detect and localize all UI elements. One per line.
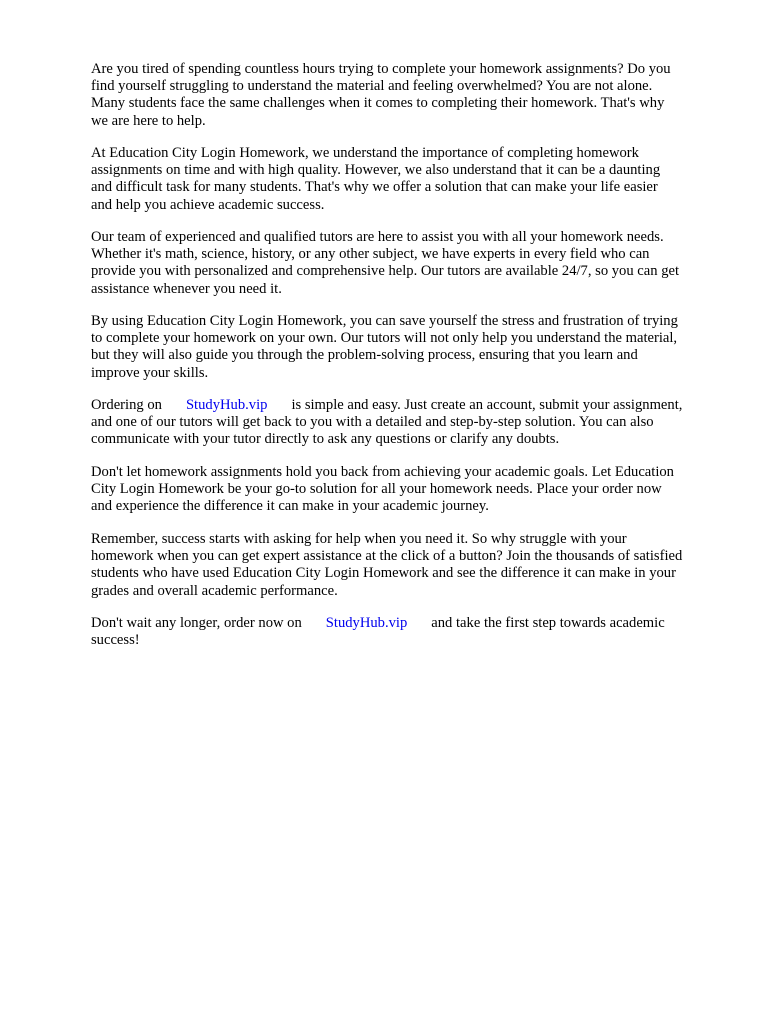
paragraph-intro <box>91 61 671 130</box>
text-line: find yourself struggling to understand the material and feeling overwhelmed? You are not alone. <box>91 78 653 95</box>
text-line: improve your skills. <box>91 364 209 381</box>
text-line: we are here to help. <box>91 112 206 129</box>
text-line: assignments on time and with high quality. However, we also understand that it can be a daunting <box>91 162 661 179</box>
text-line: City Login Homework be your go-to solution for all your homework needs. Place your order now <box>91 481 662 498</box>
ordering-text-before: Ordering on <box>91 397 162 413</box>
text-line: success! <box>91 632 140 649</box>
paragraph-ordering <box>91 397 682 449</box>
text-line: students who have used Education City Login Homework and see the difference it can make in your <box>91 565 676 582</box>
text-line: Whether it's math, science, history, or any other subject, we have experts in every field who can <box>91 246 650 263</box>
text-line: communicate with your tutor directly to ask any questions or clarify any doubts. <box>91 431 560 448</box>
paragraph-about <box>91 145 660 214</box>
text-line: assistance whenever you need it. <box>91 280 282 297</box>
paragraph-success <box>91 531 682 600</box>
text-line <box>91 615 665 632</box>
text-line: and difficult task for many students. That's why we offer a solution that can make your life easier <box>91 179 658 196</box>
ordering-text-after: is simple and easy. Just create an account, submit your assignment, <box>291 397 683 413</box>
text-line: and one of our tutors will get back to you with a detailed and step-by-step solution. You can also <box>91 414 654 431</box>
studyhub-link[interactable]: StudyHub.vip <box>325 615 408 631</box>
text-line: Our team of experienced and qualified tutors are here to assist you with all your homework needs. <box>91 229 664 245</box>
cta-text-before: Don't wait any longer, order now on <box>91 615 302 631</box>
text-line: Many students face the same challenges when it comes to completing their homework. That's why <box>91 95 665 112</box>
text-line: Remember, success starts with asking for help when you need it. So why struggle with your <box>91 531 627 547</box>
text-line <box>91 397 682 414</box>
paragraph-tutors <box>91 229 679 298</box>
text-line: homework when you can get expert assistance at the click of a button? Join the thousands of satisfied <box>91 548 683 565</box>
text-line: to complete your homework on your own. Our tutors will not only help you understand the material, <box>91 330 678 347</box>
paragraph-goals <box>91 464 674 516</box>
text-line: grades and overall academic performance. <box>91 582 338 599</box>
text-line: By using Education City Login Homework, you can save yourself the stress and frustration of trying <box>91 313 678 329</box>
text-line: provide you with personalized and comprehensive help. Our tutors are available 24/7, so you can get <box>91 263 680 280</box>
studyhub-link[interactable]: StudyHub.vip <box>185 397 268 413</box>
text-line: and help you achieve academic success. <box>91 196 325 213</box>
text-line: At Education City Login Homework, we understand the importance of completing homework <box>91 145 639 161</box>
cta-text-after: and take the first step towards academic <box>431 615 665 631</box>
text-line: Don't let homework assignments hold you back from achieving your academic goals. Let Education <box>91 464 674 480</box>
paragraph-benefits <box>91 313 678 382</box>
text-line: Are you tired of spending countless hours trying to complete your homework assignments? Do you <box>91 61 671 77</box>
text-line: but they will also guide you through the problem-solving process, ensuring that you learn and <box>91 347 638 364</box>
text-line: and experience the difference it can make in your academic journey. <box>91 498 489 515</box>
paragraph-call-to-action <box>91 615 665 649</box>
